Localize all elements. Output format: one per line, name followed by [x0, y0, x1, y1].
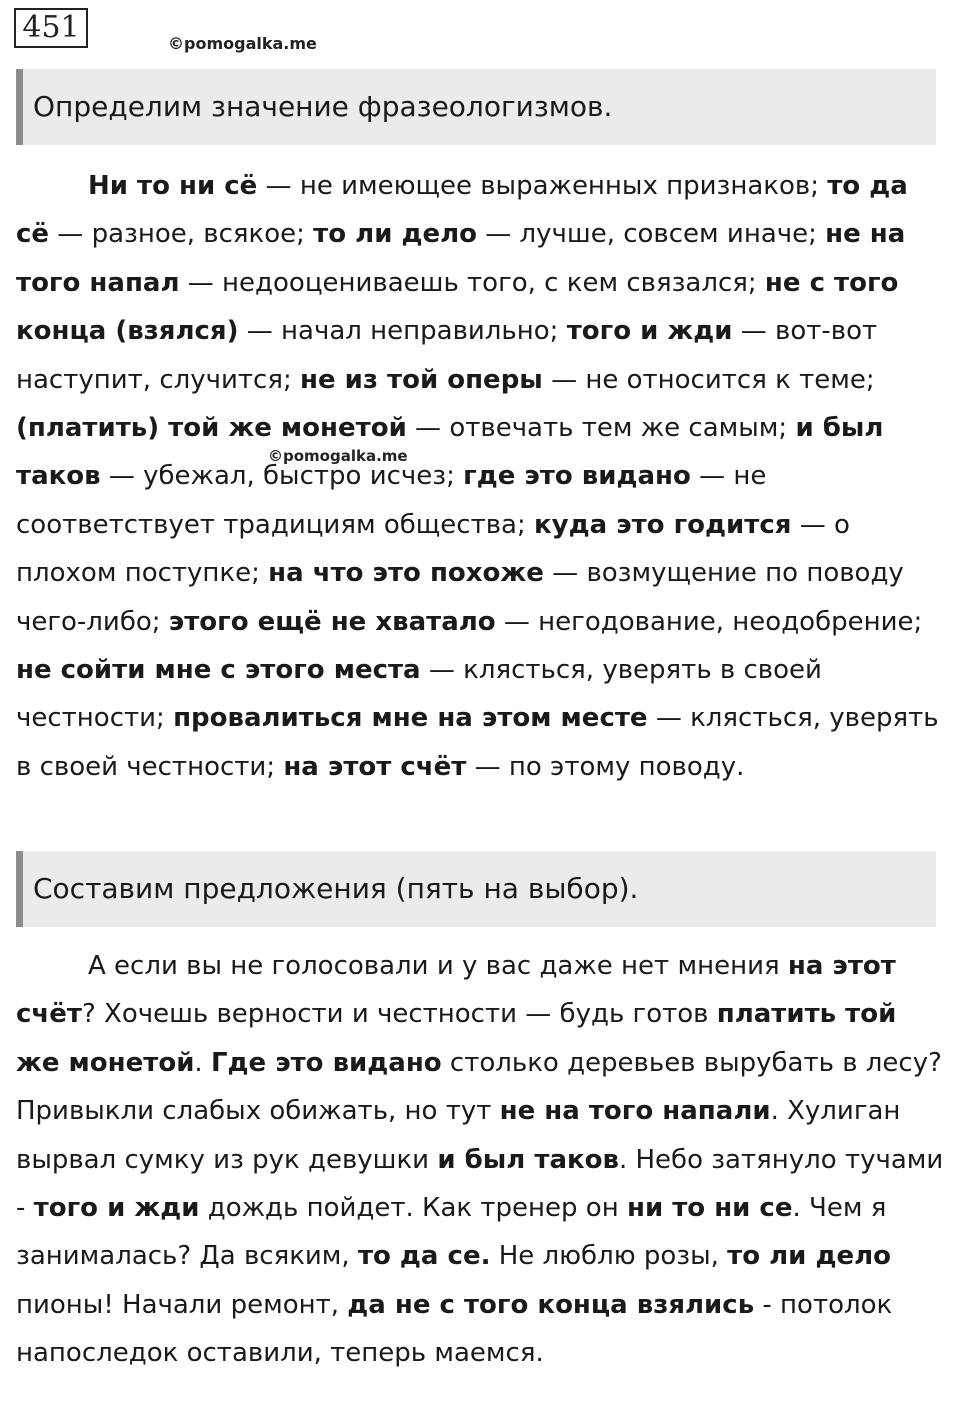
text-segment: — по этому поводу. [466, 751, 745, 782]
phraseologism: не на того напал [16, 219, 906, 298]
section-heading-meanings: Определим значение фразеологизмов. [16, 69, 936, 145]
phraseologism: то да се. [357, 1241, 491, 1272]
phraseologism: на этот счёт [283, 751, 467, 782]
phraseologism: куда это годится [534, 509, 792, 540]
text-segment: — не соответствует традициям общества; [16, 461, 767, 540]
text-segment: Не люблю розы, [490, 1241, 728, 1272]
phraseologism: то ли дело [727, 1241, 891, 1272]
watermark-top: ©pomogalka.me [168, 34, 317, 53]
text-segment: — отвечать тем же самым; [406, 413, 796, 444]
text-segment: — клясться, уверять в своей честности; [16, 703, 939, 782]
text-segment: . Хулиган вырвал сумку из рук девушки [16, 1096, 901, 1175]
phraseologism: платить той же монетой [16, 999, 897, 1078]
phraseologism: где это видано [463, 461, 691, 492]
sentences-paragraph [16, 942, 946, 1378]
text-segment: . Чем я занималась? Да всяким, [16, 1193, 887, 1272]
text-segment: — убежал, быстро исчез; [100, 461, 464, 492]
text-segment: А если вы не голосовали и у вас даже нет мнения [88, 951, 788, 981]
text-segment: — вот-вот наступит, случится; [16, 316, 878, 395]
text-segment: — возмущение по поводу чего-либо; [16, 558, 904, 637]
phraseologism: ни то ни се [626, 1193, 793, 1224]
phraseologism: то ли дело [313, 219, 478, 250]
text-segment: столько деревьев вырубать в лесу? Привыкли слабых обижать, но тут [16, 1047, 942, 1127]
meanings-paragraph [16, 162, 946, 791]
phraseologism: не на того напали [499, 1096, 771, 1127]
text-segment: — разное, всякое; [49, 219, 314, 250]
phraseologism: (платить) той же монетой [16, 413, 407, 444]
text-segment: . Небо затянуло тучами - [16, 1144, 944, 1224]
phraseologism: того и жди [33, 1193, 200, 1224]
text-segment: дождь пойдет. Как тренер он [199, 1193, 627, 1224]
text-segment: . [194, 1047, 211, 1078]
phraseologism: Ни то ни сё [88, 171, 258, 201]
phraseologism: не с того конца (взялся) [16, 267, 899, 347]
phraseologism: Где это видано [210, 1047, 442, 1078]
watermark-middle: ©pomogalka.me [268, 447, 408, 465]
phraseologism: не сойти мне с этого места [16, 655, 421, 686]
text-segment: пионы! Начали ремонт, [16, 1289, 348, 1320]
phraseologism: да не с того конца взялись [347, 1289, 755, 1320]
task-number: 451 [14, 8, 88, 48]
phraseologism: на этот счёт [16, 951, 896, 1030]
text-segment: — начал неправильно; [238, 316, 567, 347]
text-segment: - потолок напоследок оставили, теперь маемся. [16, 1289, 893, 1369]
phraseologism: не из той оперы [300, 364, 543, 395]
phraseologism: и был таков [437, 1144, 619, 1175]
phraseologism: то да сё [16, 171, 908, 250]
text-segment: — клясться, уверять в своей честности; [16, 655, 822, 734]
text-segment: — недооцениваешь того, с кем связался; [179, 267, 765, 298]
text-segment: — не имеющее выраженных признаков; [257, 171, 828, 201]
text-segment: — не относится к теме; [542, 364, 875, 395]
phraseologism: того и жди [566, 316, 733, 347]
text-segment: — лучше, совсем иначе; [477, 219, 826, 250]
phraseologism: на что это похоже [268, 558, 544, 589]
phraseologism: этого ещё не хватало [168, 606, 496, 637]
text-segment: — о плохом поступке; [16, 509, 850, 589]
phraseologism: и был таков [16, 413, 884, 492]
text-segment: — негодование, неодобрение; [495, 606, 923, 637]
section-heading-sentences: Составим предложения (пять на выбор). [16, 851, 936, 927]
text-segment: ? Хочешь верности и честности — будь готов [81, 999, 717, 1030]
phraseologism: провалиться мне на этом месте [173, 703, 648, 734]
